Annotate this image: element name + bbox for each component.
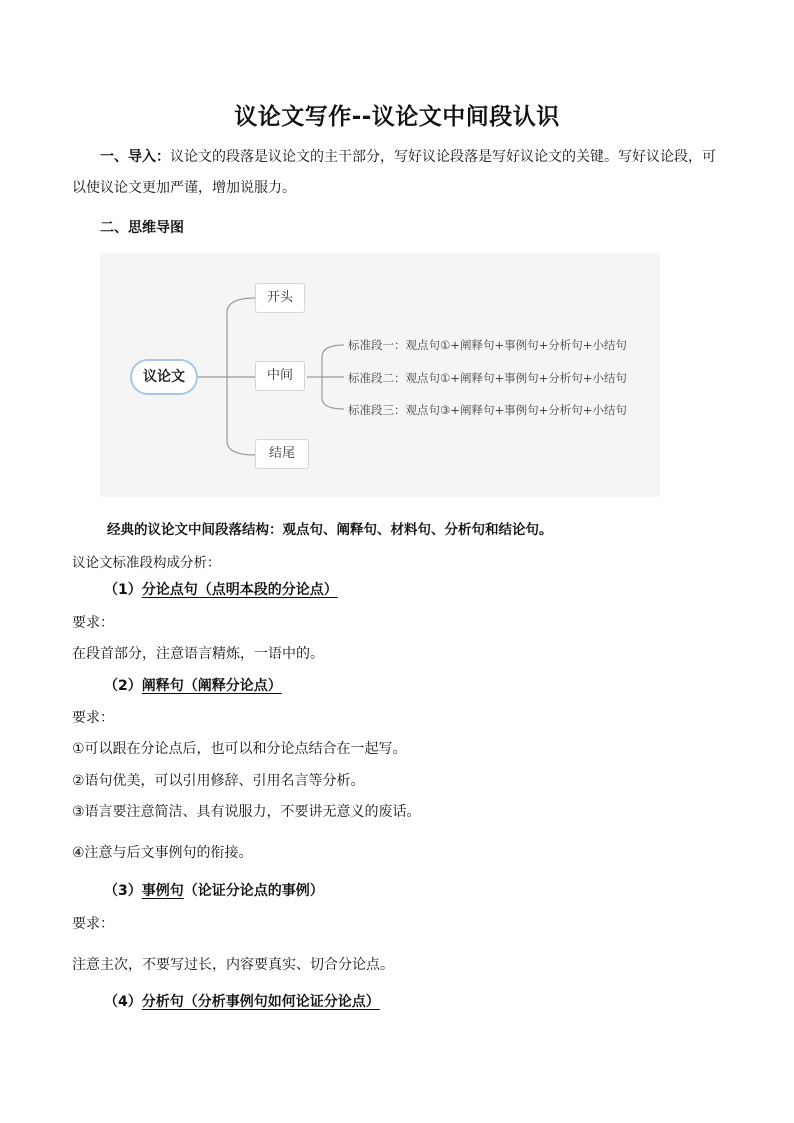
item-2-title: 阐释句（阐释分论点） xyxy=(141,678,282,694)
item-1-line-1: 在段首部分，注意语言精炼，一语中的。 xyxy=(72,646,324,662)
branch-ending: 结尾 xyxy=(255,439,309,469)
item-3-line-1: 注意主次，不要写过长，内容要真实、切合分论点。 xyxy=(72,957,394,973)
intro-line-1: 议论文的段落是议论文的主干部分，写好议论段落是写好议论文的关键。写好议论段，可 xyxy=(170,149,716,165)
item-4-number: （4） xyxy=(104,994,142,1010)
branch-opening: 开头 xyxy=(255,283,305,313)
branch-middle: 中间 xyxy=(255,361,305,391)
item-4-heading xyxy=(104,991,380,1011)
item-3-heading xyxy=(104,880,324,900)
page-title: 议论文写作--议论文中间段认识 xyxy=(234,104,560,130)
item-3-requirement-label: 要求： xyxy=(72,916,114,932)
item-2-line-2: ②语句优美，可以引用修辞、引用名言等分析。 xyxy=(72,773,365,789)
section2-heading: 二、思维导图 xyxy=(100,220,184,236)
leaf-standard-paragraph-3: 标准段三：观点句③+阐释句+事例句+分析句+小结句 xyxy=(348,403,627,417)
item-1-title: 分论点句（点明本段的分论点） xyxy=(141,582,338,598)
item-2-number: （2） xyxy=(104,678,142,694)
item-2-line-4: ④注意与后文事例句的衔接。 xyxy=(72,845,253,861)
intro-label: 一、导入： xyxy=(100,149,170,165)
item-1-heading xyxy=(104,579,338,599)
item-2-requirement-label: 要求： xyxy=(72,710,114,726)
item-1-number: （1） xyxy=(104,582,142,598)
item-3-title: 事例句 xyxy=(141,883,184,899)
analysis-heading: 议论文标准段构成分析： xyxy=(72,555,221,571)
structure-note: 经典的议论文中间段落结构：观点句、阐释句、材料句、分析句和结论句。 xyxy=(107,522,553,538)
item-2-line-1: ①可以跟在分论点后，也可以和分论点结合在一起写。 xyxy=(72,741,407,757)
mind-map-root: 议论文 xyxy=(130,359,198,395)
mind-map xyxy=(100,253,660,497)
leaf-standard-paragraph-1: 标准段一：观点句①+阐释句+事例句+分析句+小结句 xyxy=(348,338,627,352)
item-1-requirement-label: 要求： xyxy=(72,615,114,631)
item-2-heading xyxy=(104,675,282,695)
leaf-standard-paragraph-2: 标准段二：观点句①+阐释句+事例句+分析句+小结句 xyxy=(348,371,627,385)
intro-paragraph xyxy=(100,146,716,166)
intro-line-2: 以使议论文更加严谨，增加说服力。 xyxy=(72,180,296,196)
item-3-title-rest: （论证分论点的事例） xyxy=(183,883,324,899)
item-3-number: （3） xyxy=(104,883,142,899)
item-2-line-3: ③语言要注意简洁、具有说服力，不要讲无意义的废话。 xyxy=(72,804,421,820)
item-4-title: 分析句（分析事例句如何论证分论点） xyxy=(141,994,380,1010)
